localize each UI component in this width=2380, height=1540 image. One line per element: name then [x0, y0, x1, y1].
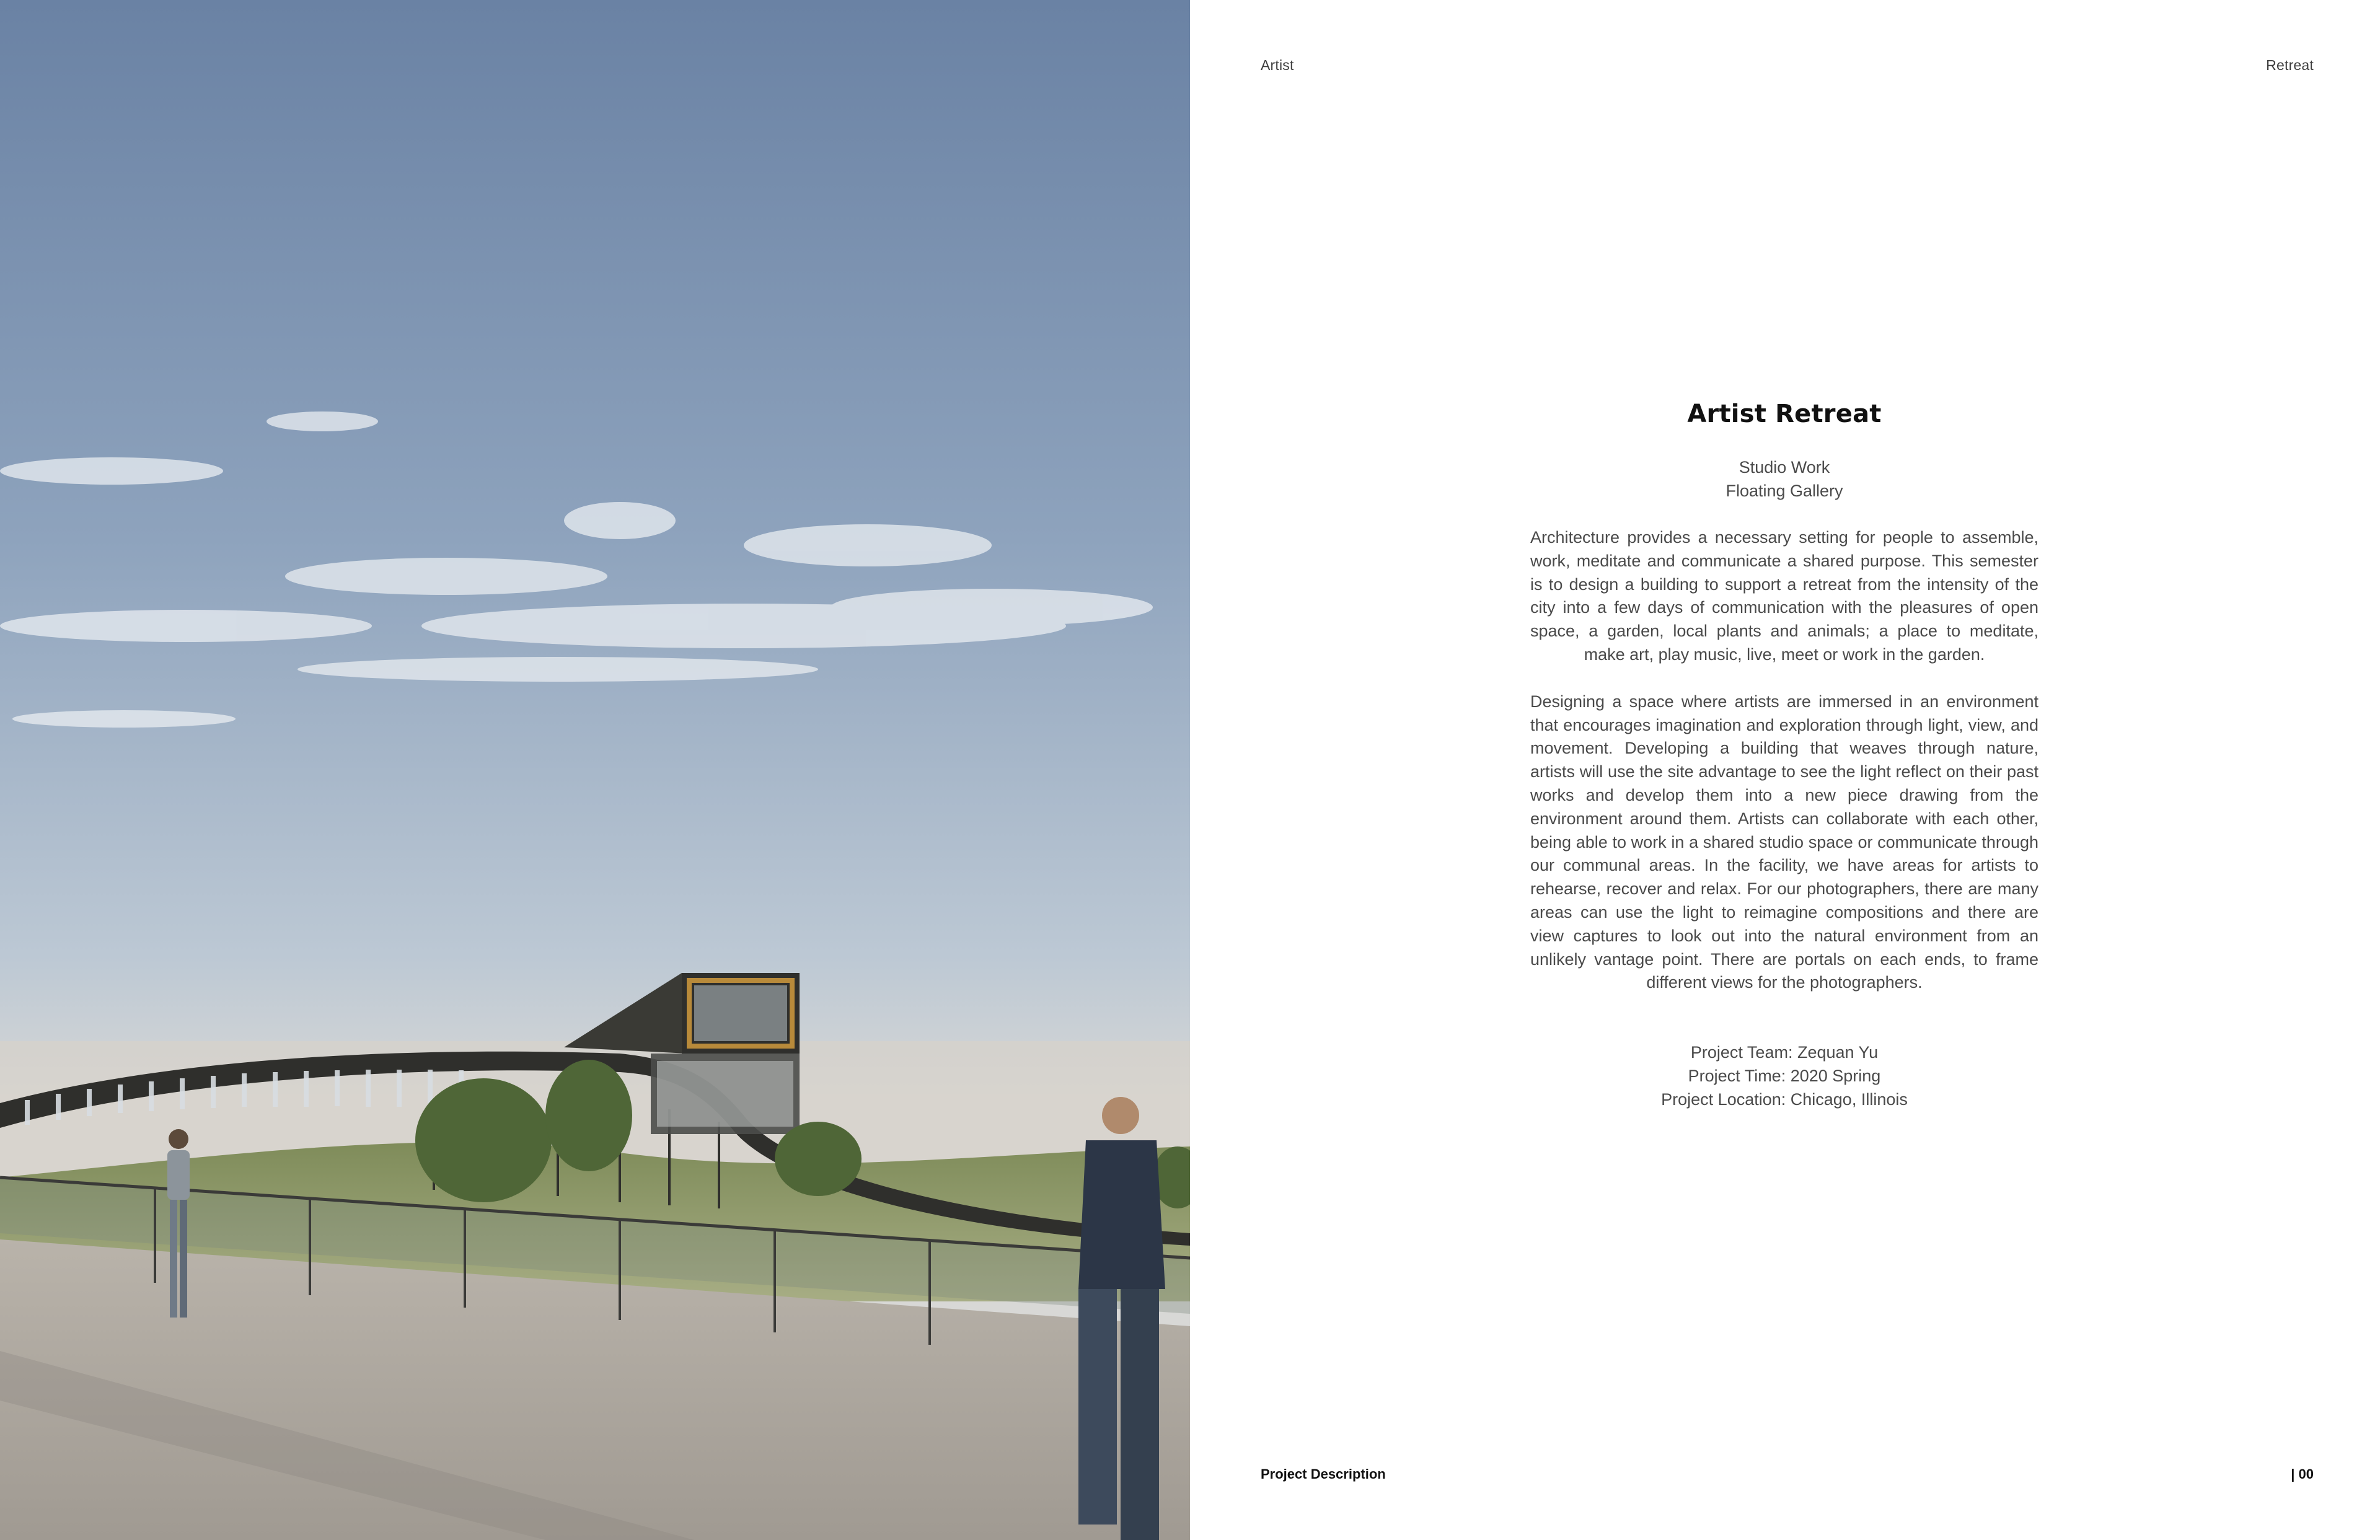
footer-section-label: Project Description: [1261, 1466, 1386, 1482]
text-page: [1190, 0, 2380, 1540]
project-title: Artist Retreat: [1687, 400, 1882, 428]
project-subtitle-1: Studio Work: [1739, 458, 1830, 477]
page-number: | 00: [2291, 1466, 2314, 1482]
project-meta: [1530, 1041, 2038, 1111]
project-time: Project Time: 2020 Spring: [1688, 1067, 1881, 1086]
paragraph-intro: Architecture provides a necessary setting for people to assemble, work, meditate and communicate a shared purpose. This semester is to design a building to support a retreat from the intensity of the city into a few days of communication with the pleasures of open space, a garden, local plants and animals; a place to meditate, make art, play music, live, meet or work in the garden.: [1530, 528, 2038, 664]
project-team: Project Team: Zequan Yu: [1690, 1043, 1879, 1062]
project-description: [1530, 400, 2038, 1111]
project-subtitle-2: Floating Gallery: [1726, 482, 1843, 500]
running-header-left: Artist: [1261, 57, 1294, 73]
project-location: Project Location: Chicago, Illinois: [1661, 1090, 1908, 1109]
running-header-right: Retreat: [2266, 57, 2314, 73]
paragraph-concept: Designing a space where artists are immersed in an environment that encourages imagination and exploration through light, view, and movement. Developing a building that weaves through nature, artists will use the site advantage to see the light reflect on their past works and develop them into a new piece drawing from the environment around them. Artists can collaborate with each other, being able to work in a shared studio space or communicate through our communal areas. In the facility, we have areas for artists to rehearse, recover and relax. For our photographers, there are many areas can use the light to reimagine compositions and there are view captures to look out into the natural environment from an unlikely vantage point. There are portals on each ends, to frame different views for the photographers.: [1530, 692, 2038, 992]
figure-man: [1078, 1097, 1165, 1540]
